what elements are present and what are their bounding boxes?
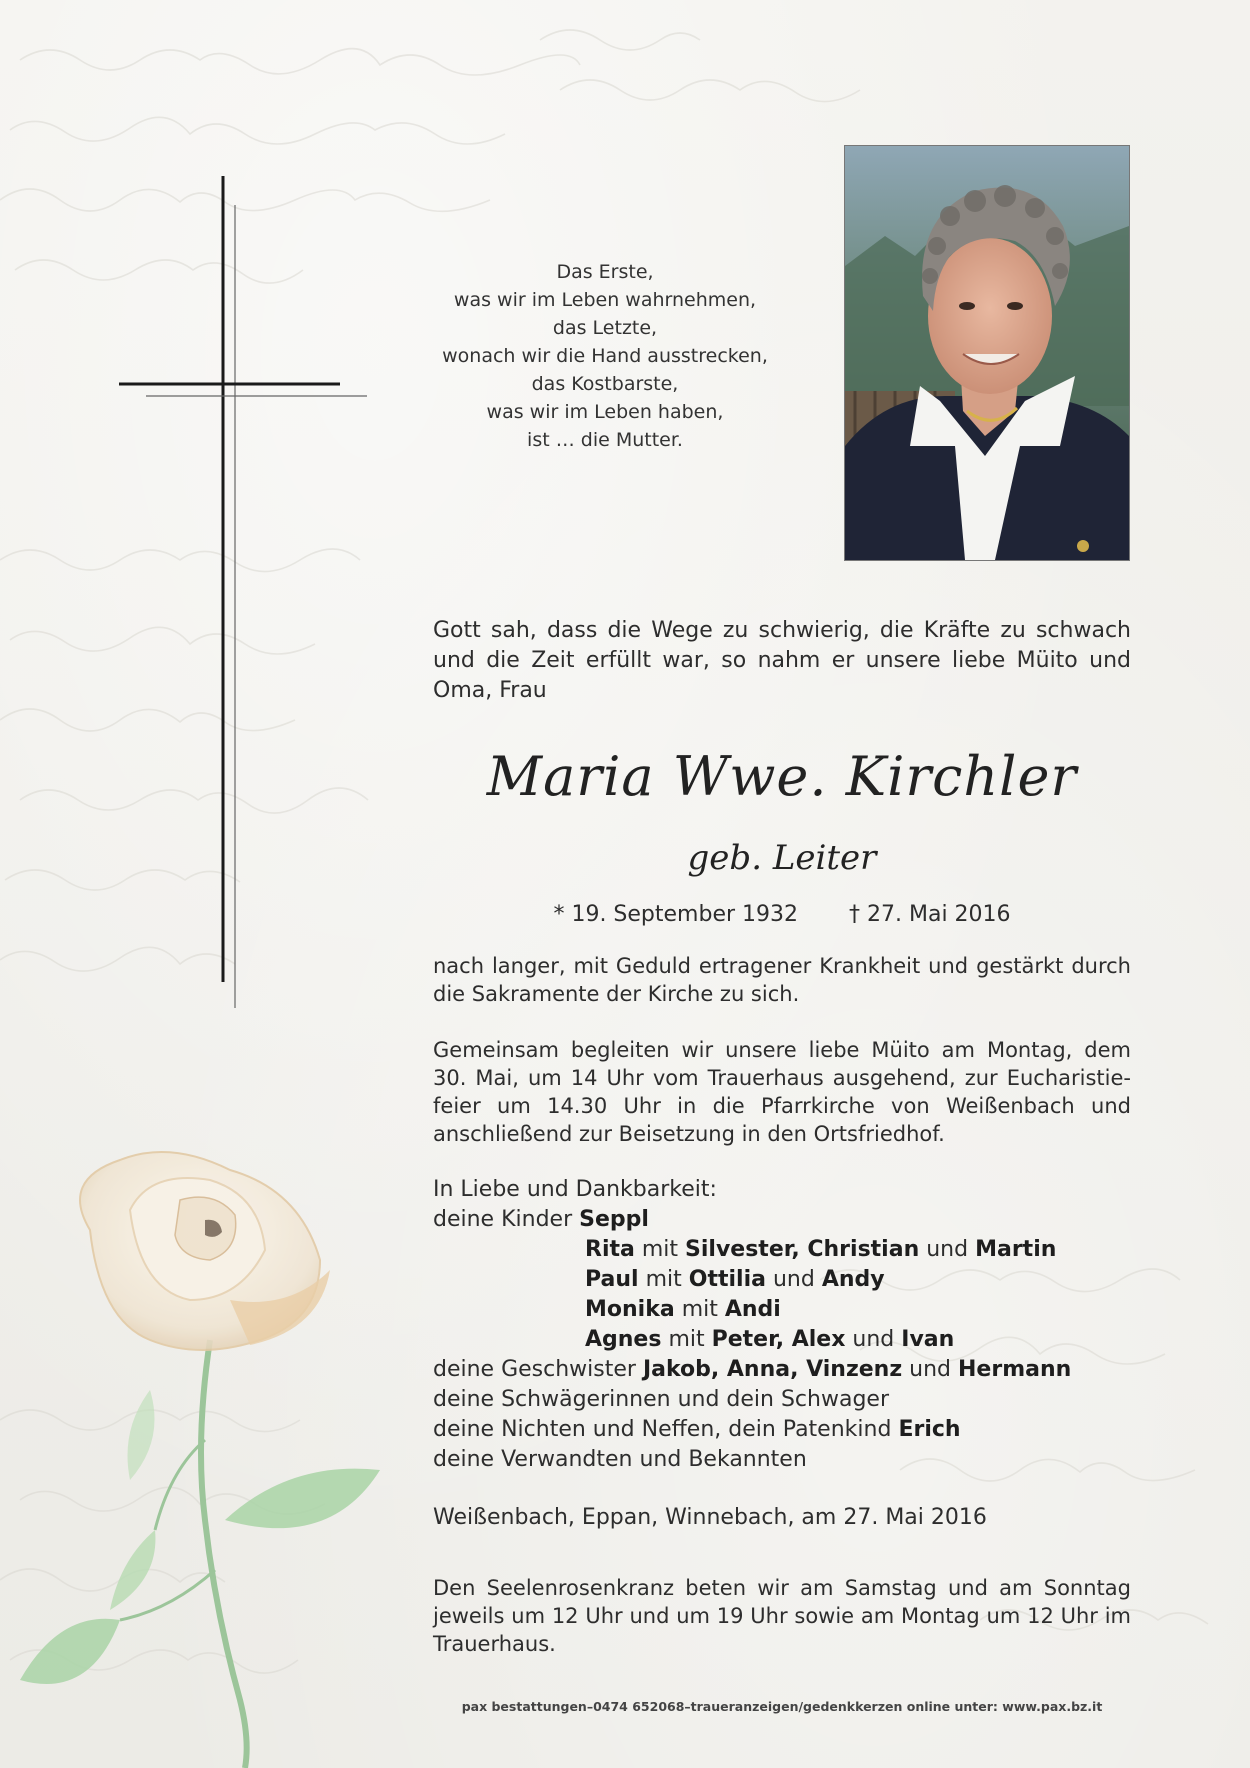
grandchild-name: Peter, Alex <box>711 1327 846 1352</box>
connector-word: und <box>926 1237 969 1262</box>
paragraph-line: anschließend zur Beisetzung in den Ortsfriedhof. <box>433 1122 945 1146</box>
connector-word: mit <box>681 1297 718 1322</box>
paragraph-line: Trauerhaus. <box>433 1632 556 1656</box>
funeral-paragraph <box>433 1036 1131 1148</box>
godchild-name: Erich <box>898 1417 961 1442</box>
siblings-label: deine Geschwister <box>433 1357 636 1382</box>
child-row <box>433 1265 1131 1295</box>
sibling-names: Jakob, Anna, Vinzenz <box>642 1357 903 1382</box>
inlaws-row: deine Schwägerinnen und dein Schwager <box>433 1387 889 1412</box>
nephews-row <box>433 1415 1131 1445</box>
poem-line: Das Erste, <box>556 261 654 283</box>
child-name: Monika <box>585 1297 675 1322</box>
poem-line: was wir im Leben wahrnehmen, <box>453 289 757 311</box>
grandchild-name: Andy <box>821 1267 885 1292</box>
connector-word: und <box>772 1267 815 1292</box>
partner-name: Andi <box>724 1297 781 1322</box>
siblings-row <box>433 1355 1131 1385</box>
child-name: Rita <box>585 1237 635 1262</box>
connector-word: mit <box>668 1327 705 1352</box>
grandchild-name: Martin <box>975 1237 1057 1262</box>
child-row <box>433 1235 1131 1265</box>
paragraph-line: 30. Mai, um 14 Uhr vom Trauerhaus ausgehend, zur Eucharistie- <box>433 1066 1131 1090</box>
footer-text: pax bestattungen–0474 652068–traueranzeigen/gedenkkerzen online unter: www.pax.bz.it <box>461 1699 1103 1714</box>
paragraph-line: Gemeinsam begleiten wir unsere liebe Müito am Montag, dem <box>433 1038 1131 1062</box>
mourners-list <box>433 1175 1131 1475</box>
portrait-photo <box>844 145 1130 561</box>
paragraph-line: die Sakramente der Kirche zu sich. <box>433 982 800 1006</box>
paragraph-line: Den Seelenrosenkranz beten wir am Samstag und am Sonntag <box>433 1576 1131 1600</box>
intro-line: Gott sah, dass die Wege zu schwierig, die Kräfte zu schwach <box>433 618 1131 643</box>
connector-word: mit <box>641 1237 679 1262</box>
birth-date: * 19. September 1932 <box>553 902 799 927</box>
child-row <box>433 1325 1131 1355</box>
partner-name: Ottilia <box>688 1267 766 1292</box>
grandchild-name: Ivan <box>901 1327 955 1352</box>
place-date: Weißenbach, Eppan, Winnebach, am 27. Mai 2016 <box>433 1505 987 1530</box>
connector-word: mit <box>645 1267 682 1292</box>
rose-illustration <box>0 1140 420 1768</box>
maiden-name: geb. Leiter <box>687 838 877 878</box>
poem-line: das Letzte, <box>552 317 658 339</box>
poem-line: das Kostbarste, <box>531 373 679 395</box>
cross-icon <box>0 0 400 1020</box>
death-date: † 27. Mai 2016 <box>849 902 1011 927</box>
portrait-image <box>845 146 1129 560</box>
child-name: Agnes <box>585 1327 662 1352</box>
poem-line: wonach wir die Hand ausstrecken, <box>442 345 768 367</box>
paragraph-line: jeweils um 12 Uhr und um 19 Uhr sowie am Montag um 12 Uhr im <box>433 1604 1131 1628</box>
intro-text <box>433 616 1131 706</box>
mourners-heading: In Liebe und Dankbarkeit: <box>433 1177 717 1202</box>
poem <box>400 258 810 454</box>
passing-paragraph <box>433 952 1131 1008</box>
nephews-label: deine Nichten und Neffen, dein Patenkind <box>433 1417 892 1442</box>
connector-word: und <box>852 1327 895 1352</box>
deceased-name: Maria Wwe. Kirchler <box>486 745 1078 808</box>
child-name: Paul <box>585 1267 639 1292</box>
sibling-name: Hermann <box>958 1357 1072 1382</box>
relatives-row: deine Verwandten und Bekannten <box>433 1447 807 1472</box>
children-row <box>433 1205 1131 1235</box>
paragraph-line: nach langer, mit Geduld ertragener Krankheit und gestärkt durch <box>433 954 1131 978</box>
paragraph-line: feier um 14.30 Uhr in die Pfarrkirche von Weißenbach und <box>433 1094 1131 1118</box>
poem-line: was wir im Leben haben, <box>486 401 724 423</box>
rosary-paragraph <box>433 1574 1131 1658</box>
connector-word: und <box>909 1357 952 1382</box>
child-row <box>433 1295 1131 1325</box>
partner-name: Silvester, Christian <box>685 1237 920 1262</box>
intro-line: und die Zeit erfüllt war, so nahm er unsere liebe Müito und <box>433 648 1131 673</box>
poem-line: ist … die Mutter. <box>527 429 683 451</box>
life-dates <box>433 902 1131 927</box>
child-name: Seppl <box>579 1207 649 1232</box>
intro-line: Oma, Frau <box>433 678 547 703</box>
children-label: deine Kinder <box>433 1207 573 1232</box>
